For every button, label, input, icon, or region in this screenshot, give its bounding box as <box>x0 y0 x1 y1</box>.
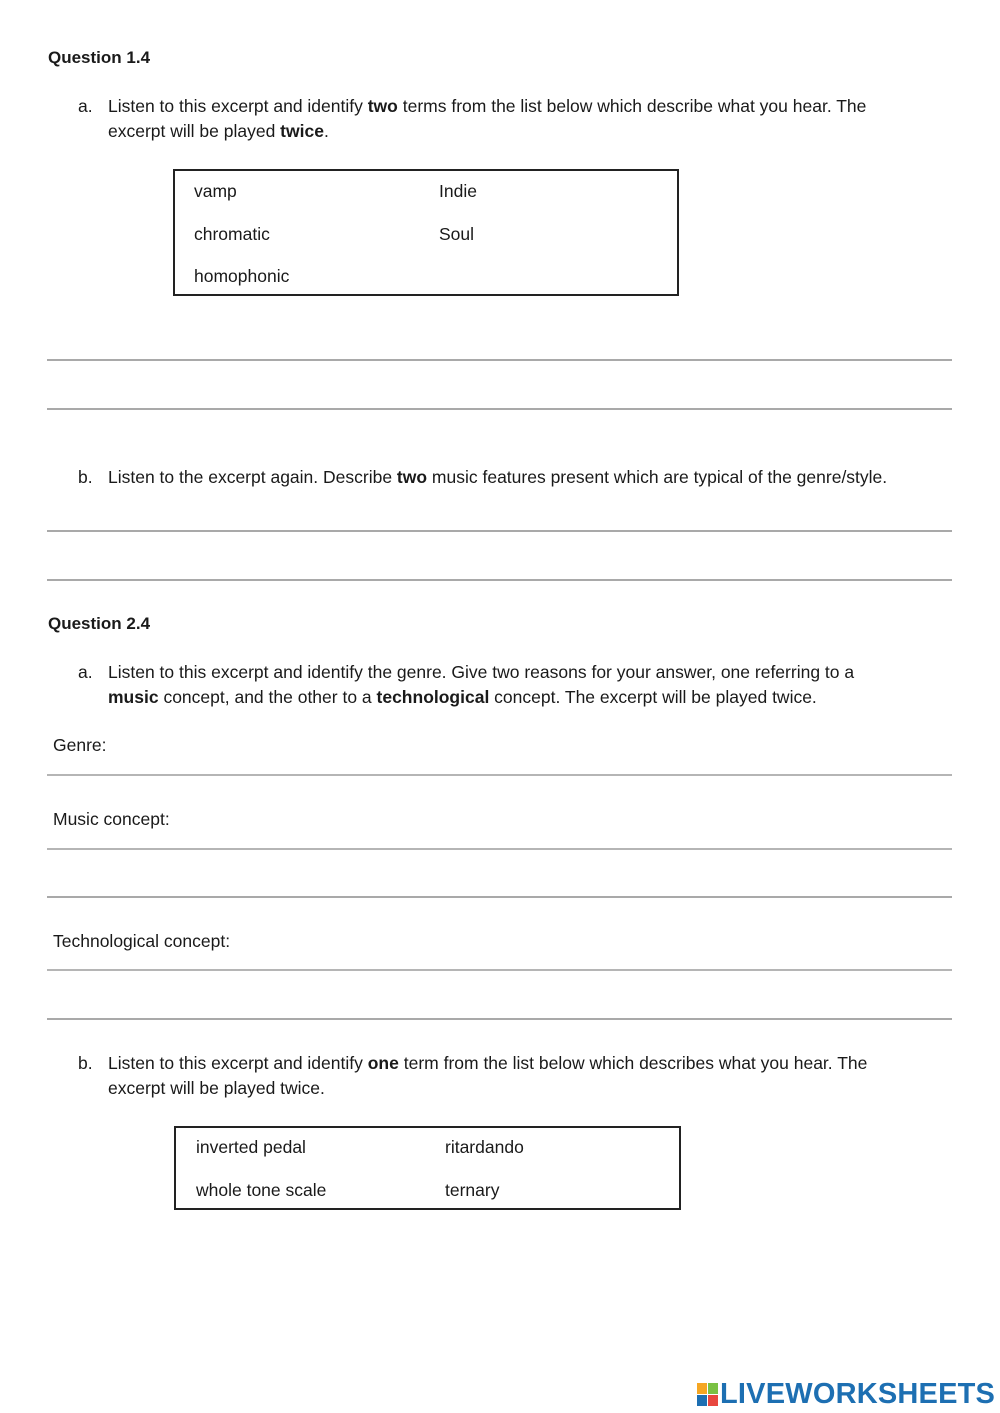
term-vamp: vamp <box>194 181 237 201</box>
answer-line[interactable] <box>47 530 952 532</box>
term-soul: Soul <box>439 224 475 244</box>
genre-label: Genre: <box>53 735 107 755</box>
term-homophonic: homophonic <box>194 266 290 286</box>
prompt-line-1: Listen to the excerpt again. Describe two music features present which are typical of the genre/style. <box>108 467 888 487</box>
q2-part-a-prompt <box>78 660 958 710</box>
answer-line[interactable] <box>47 579 952 581</box>
term-inverted-pedal: inverted pedal <box>196 1137 306 1157</box>
prompt-line-2: excerpt will be played twice. <box>108 1078 325 1098</box>
liveworksheets-logo-text: LIVEWORKSHEETS <box>720 1378 996 1410</box>
technological-concept-answer-line-2[interactable] <box>47 1018 952 1020</box>
answer-line[interactable] <box>47 359 952 361</box>
prompt-line-2: music concept, and the other to a technological concept. The excerpt will be played twice. <box>108 687 817 707</box>
q2-part-b-prompt <box>78 1051 958 1101</box>
answer-line[interactable] <box>47 408 952 410</box>
list-marker: a. <box>78 662 93 682</box>
term-list-box-1 <box>173 169 679 296</box>
term-ritardando: ritardando <box>445 1137 524 1157</box>
q1-part-a-prompt <box>78 94 958 144</box>
prompt-line-2: excerpt will be played twice. <box>108 121 329 141</box>
list-marker: b. <box>78 467 93 487</box>
term-chromatic: chromatic <box>194 224 270 244</box>
list-marker: a. <box>78 96 93 116</box>
technological-concept-answer-line[interactable] <box>47 969 952 971</box>
term-list-box-2 <box>174 1126 681 1210</box>
q1-part-b-prompt <box>78 465 958 490</box>
term-whole-tone-scale: whole tone scale <box>196 1180 327 1200</box>
liveworksheets-logo-icon <box>697 1383 719 1407</box>
technological-concept-label: Technological concept: <box>53 931 231 951</box>
prompt-line-1: Listen to this excerpt and identify two terms from the list below which describe what you hear. The <box>108 96 867 116</box>
music-concept-label: Music concept: <box>53 809 170 829</box>
genre-answer-line[interactable] <box>47 774 952 776</box>
music-concept-answer-line[interactable] <box>47 848 952 850</box>
question-1-4-heading: Question 1.4 <box>48 48 151 67</box>
term-ternary: ternary <box>445 1180 500 1200</box>
music-concept-answer-line-2[interactable] <box>47 896 952 898</box>
prompt-line-1: Listen to this excerpt and identify one term from the list below which describes what you hear. The <box>108 1053 868 1073</box>
question-2-4-heading: Question 2.4 <box>48 614 151 633</box>
term-indie: Indie <box>439 181 477 201</box>
list-marker: b. <box>78 1053 93 1073</box>
prompt-line-1: Listen to this excerpt and identify the genre. Give two reasons for your answer, one referring to a <box>108 662 855 682</box>
